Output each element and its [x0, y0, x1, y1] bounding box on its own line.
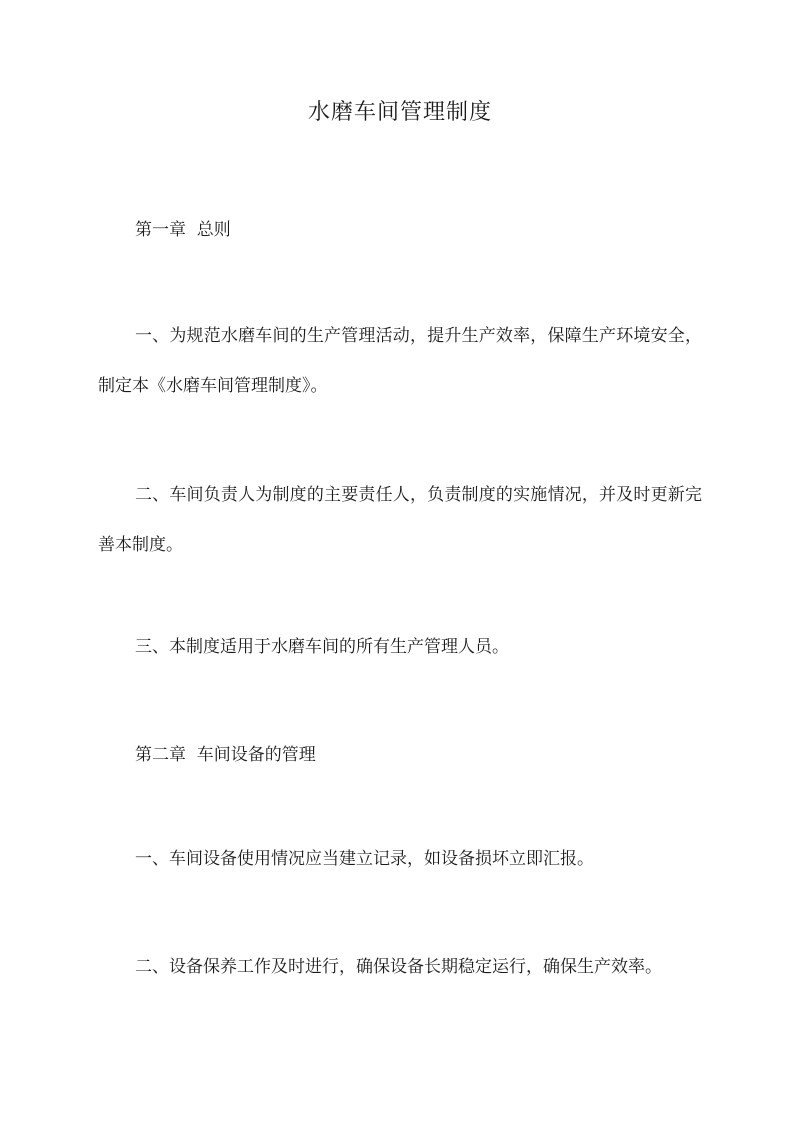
chapter-1-heading: 第一章 总则: [135, 220, 231, 240]
chapter-1-paragraph-1: 一、为规范水磨车间的生产管理活动，提升生产效率，保障生产环境安全，制定本《水磨车间管理制度》。: [98, 326, 702, 396]
document-title: 水磨车间管理制度: [307, 100, 492, 125]
chapter-2-heading: 第二章 车间设备的管理: [135, 745, 316, 765]
chapter-1-paragraph-3: 三、本制度适用于水磨车间的所有生产管理人员。: [135, 637, 509, 657]
chapter-2-paragraph-2: 二、设备保养工作及时进行，确保设备长期稳定运行，确保生产效率。: [135, 957, 662, 977]
chapter-2-paragraph-1: 一、车间设备使用情况应当建立记录，如设备损坏立即汇报。: [135, 849, 594, 869]
chapter-1-paragraph-2: 二、车间负责人为制度的主要责任人，负责制度的实施情况，并及时更新完善本制度。: [98, 485, 702, 555]
